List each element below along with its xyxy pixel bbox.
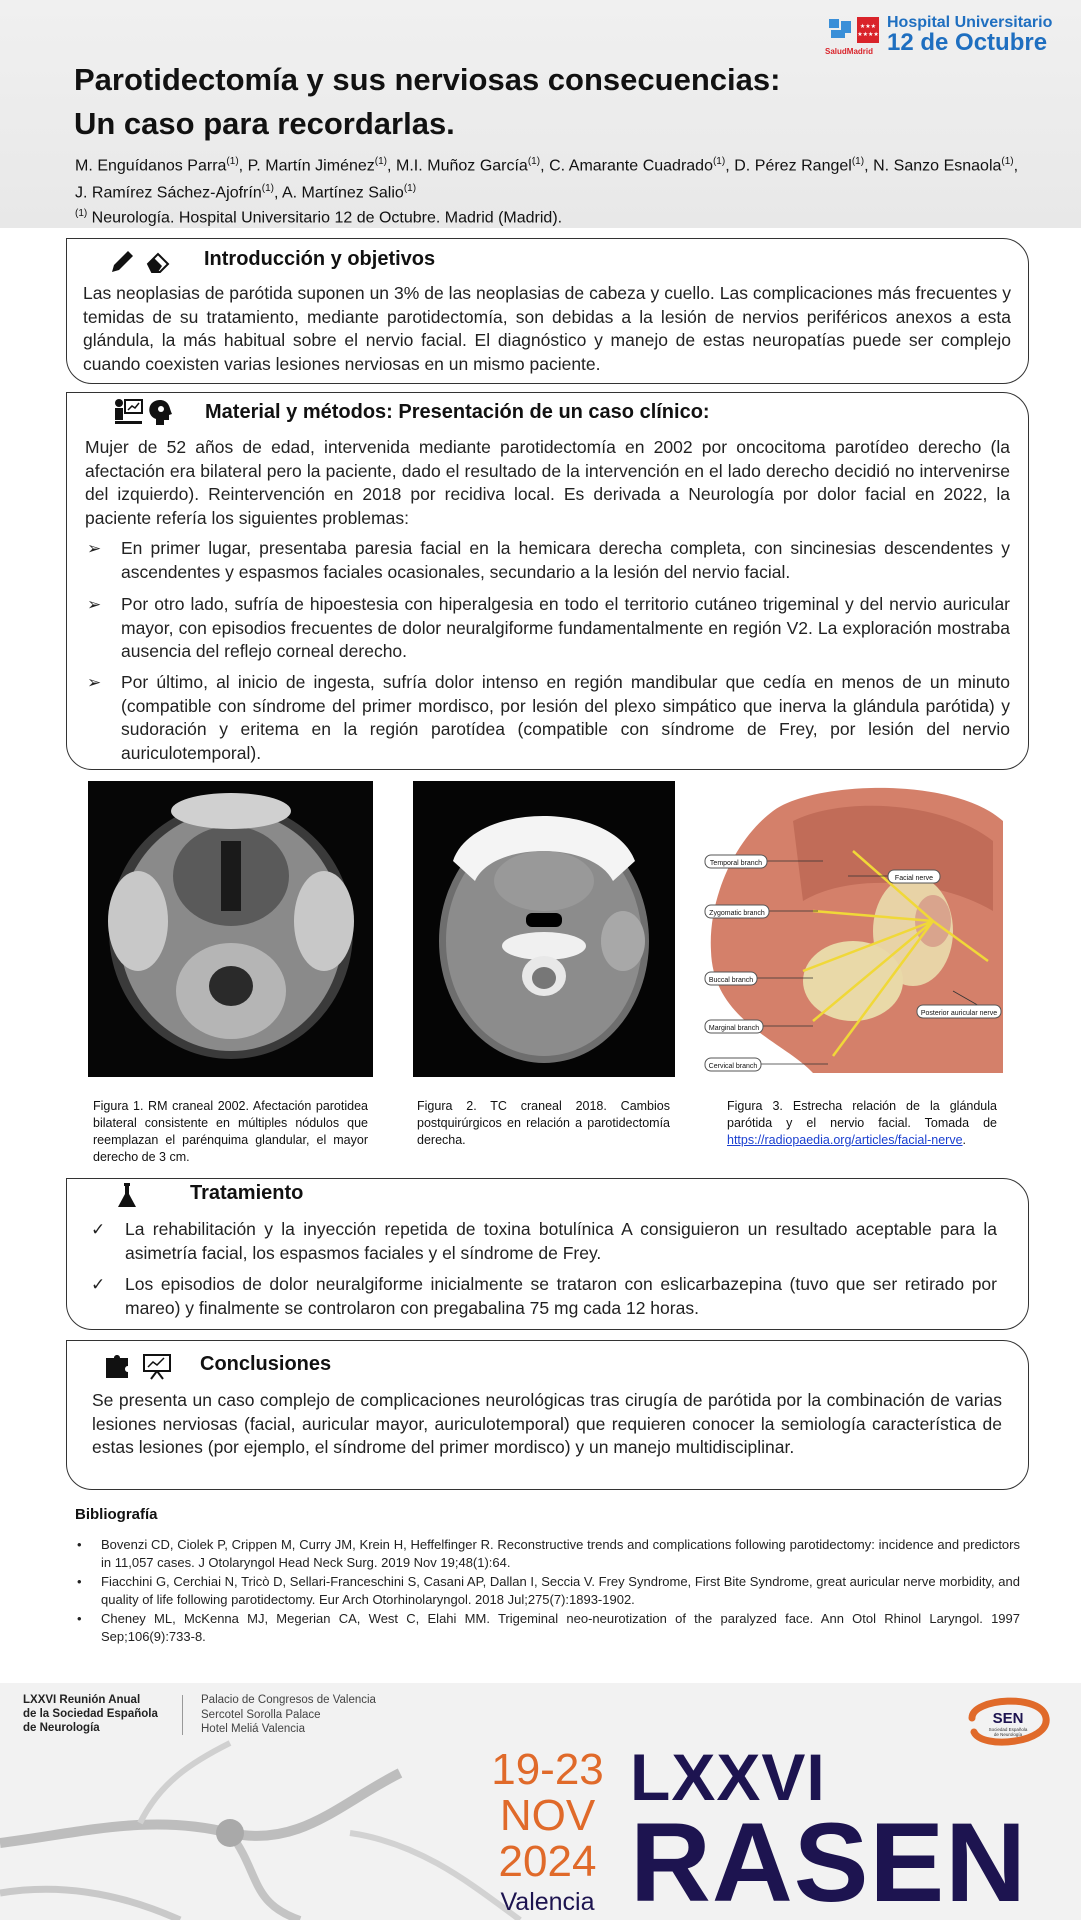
treatment-item: ✓ Los episodios de dolor neuralgiforme inicialmente se trataron con eslicarbazepina (tuvo que ser retirado por mareo) y finalmente se controlaron con pregabalina 75 mg cada 12 horas. [91, 1274, 997, 1318]
congress-acronym: RASEN [630, 1800, 1028, 1920]
title-line1: Parotidectomía y sus nerviosas consecuencias: [74, 62, 781, 97]
checkmark-icon: ✓ [91, 1275, 106, 1294]
poster-title [74, 58, 834, 146]
presentation-head-icon [112, 397, 182, 434]
author: N. Sanzo Esnaola [873, 157, 1002, 175]
logo-line1: Hospital Universitario [887, 14, 1053, 31]
checkmark-icon: ✓ [91, 1220, 106, 1239]
congress-footer [0, 1683, 1081, 1920]
bibliography-heading: Bibliografía [75, 1506, 158, 1523]
svg-text:SEN: SEN [992, 1710, 1024, 1727]
label-marginal-branch: Marginal branch [708, 1025, 760, 1032]
author: M.I. Muñoz García [396, 157, 528, 175]
label-cervical-branch: Cervical branch [708, 1063, 758, 1070]
saludmadrid-logo-icon [827, 15, 881, 55]
treatment-item: ✓ La rehabilitación y la inyección repetida de toxina botulínica A consiguieron un resultado aceptable para la asimetría facial, los espasmos faciales y el síndrome de Frey. [91, 1219, 997, 1263]
label-temporal-branch: Temporal branch [709, 860, 763, 867]
pencil-eraser-icon [108, 246, 172, 281]
authors-list: M. Enguídanos Parra$^{(1)}$, P. Martín Jiménez$^{(1)}$, M.I. Muñoz García$^{(1)}$, C. Amarante Cuadrado$^{(1)}$, D. Pérez Rangel$^{(1)}$, N. Sanzo Esnaola$^{(1)}$, J. Ramírez Sáchez-Ajofrín$^{(1)}$, A. Martínez Salio$^{(1)}$ [75, 156, 1019, 202]
congress-name: LXXVI Reunión Anual de la Sociedad Española de Neurología [23, 1694, 158, 1734]
affiliation: $^{(1)}$ Neurología. Hospital Universitario 12 de Octubre. Madrid (Madrid). [75, 208, 563, 227]
label-buccal-branch: Buccal branch [708, 977, 754, 984]
label-posterior-auricular: Posterior auricular nerve [920, 1010, 998, 1017]
label-facial-nerve: Facial nerve [894, 875, 934, 882]
congress-dates: 19-23 NOV 2024 [491, 1745, 604, 1886]
bibliography-list [75, 1536, 1020, 1647]
congress-edition: LXXVI [630, 1740, 826, 1814]
bibliography-item: • Fiacchini G, Cerchiai N, Tricò D, Sellari-Franceschini S, Casani AP, Dallan I, Seccia V. Frey Syndrome, First Bite Syndrome, great auricular nerve morbidity, and quality of life following parotidectomy. Eur Arch Otorhinolaryngol. 2018 Jul;275(7):1893-1902. [75, 1573, 1020, 1609]
conclusions-heading: Conclusiones [200, 1353, 332, 1375]
label-zygomatic-branch: Zygomatic branch [709, 910, 765, 917]
intro-heading: Introducción y objetivos [204, 248, 436, 270]
methods-bullet: ➢ Por otro lado, sufría de hipoestesia con hiperalgesia en todo el territorio cutáneo trigeminal y del nervio auricular mayor, con episodios frecuentes de dolor neuralgiforme fundamentalmente en región V2. La exploración mostraba ausencia del reflejo corneal derecho. [87, 594, 1010, 661]
author: D. Pérez Rangel [734, 157, 852, 175]
arrow-bullet-icon: ➢ [87, 673, 102, 692]
divider [182, 1695, 183, 1735]
congress-city: Valencia [500, 1888, 595, 1916]
figure-2-ct [413, 781, 675, 1077]
arrow-bullet-icon: ➢ [87, 595, 102, 614]
sen-logo [962, 1688, 1054, 1752]
flask-icon [116, 1182, 138, 1215]
figure-1-caption: Figura 1. RM craneal 2002. Afectación parotidea bilateral consistente en múltiples nódulos que reemplazan el parénquima glandular, el mayor derecho de 3 cm. [93, 1099, 368, 1164]
figure-3-facial-nerve-illustration [703, 781, 1003, 1073]
methods-text: Mujer de 52 años de edad, intervenida mediante parotidectomía en 2002 por oncocitoma parotídeo derecho (la afectación era bilateral pero la paciente, dado el resultado de la intervención en el lado derecho decidió no intervenirse del izquierdo). Reintervención en 2018 por recidiva local. Es derivada a Neurología por dolor facial en 2022, la paciente refería los siguientes problemas: [85, 437, 1010, 528]
svg-text:★★★: ★★★ [859, 24, 877, 30]
logo-line2: 12 de Octubre [887, 29, 1048, 56]
figure-2-caption: Figura 2. TC craneal 2018. Cambios postquirúrgicos en relación a parotidectomía derecha. [417, 1099, 670, 1147]
author: J. Ramírez Sáchez-Ajofrín [75, 184, 262, 202]
arrow-bullet-icon: ➢ [87, 539, 102, 558]
author: A. Martínez Salio [281, 184, 404, 202]
treatment-heading: Tratamiento [190, 1182, 304, 1204]
bibliography-item: • Cheney ML, McKenna MJ, Megerian CA, West C, Elahi MM. Trigeminal neo-neurotization of the paralyzed face. Ann Otol Rhinol Laryngol. 1997 Sep;106(9):733-8. [75, 1610, 1020, 1646]
author: C. Amarante Cuadrado [549, 157, 713, 175]
logo-subtext: SaludMadrid [825, 47, 874, 56]
author: P. Martín Jiménez [247, 157, 375, 175]
intro-text: Las neoplasias de parótida suponen un 3% de las neoplasias de cabeza y cuello. Las complicaciones más frecuentes y temidas de su tratamiento, mediante parotidectomía, son debidas a la lesión de nervios periféricos anexos a esta glándula, la más habitual sobre el nervio facial. El diagnóstico y manejo de estas neuropatías puede ser complejo cuando coexisten varias lesiones nerviosas en un mismo paciente. [83, 283, 1011, 374]
svg-text:de Neurología: de Neurología [993, 1732, 1023, 1737]
svg-text:★★★★: ★★★★ [857, 32, 879, 38]
bibliography-item: • Bovenzi CD, Ciolek P, Crippen M, Curry JM, Krein H, Heffelfinger R. Reconstructive trends and complications following parotidectomy: incidence and predictors in 11,057 cases. J Otolaryngol Head Neck Surg. 2019 Nov 19;48(1):64. [75, 1536, 1020, 1572]
methods-bullet: ➢ En primer lugar, presentaba paresia facial en la hemicara derecha completa, con sincinesias descendentes y ascendentes y espasmos faciales ocasionales, secundario a la lesión del nervio facial. [87, 538, 1010, 582]
methods-bullet: ➢ Por último, al inicio de ingesta, sufría dolor intenso en región mandibular que cedía en menos de un minuto (compatible con síndrome del primer mordisco, por lesión del plexo simpático que inerva la glándula parótida) y sudoración y eritema en la región parotídea (compatible con síndrome de Frey, por lesión del nervio auriculotemporal). [87, 672, 1010, 763]
svg-text:Sociedad Española: Sociedad Española [988, 1727, 1028, 1732]
author: M. Enguídanos Parra [75, 157, 227, 175]
congress-venues: Palacio de Congresos de Valencia Sercotel Sorolla Palace Hotel Meliá Valencia [201, 1694, 376, 1735]
figure-3-caption: Figura 3. Estrecha relación de la glándula parótida y el nervio facial. Tomada de https://radiopaedia.org/articles/facial-nerve. [727, 1099, 997, 1147]
radiopaedia-link[interactable]: https://radiopaedia.org/articles/facial-nerve [727, 1133, 963, 1147]
puzzle-presentation-icon [104, 1352, 174, 1385]
hospital-logo [827, 12, 1067, 58]
methods-heading: Material y métodos: Presentación de un caso clínico: [205, 401, 710, 423]
conclusions-text: Se presenta un caso complejo de complicaciones neurológicas tras cirugía de parótida por la combinación de varias lesiones nerviosas (facial, auricular mayor, auriculotemporal) que requieren conocer la semiología característica de estas lesiones (por ejemplo, el síndrome del primer mordisco) y un manejo multidisciplinar. [92, 1390, 1002, 1457]
figure-1-mri [88, 781, 373, 1077]
title-line2: Un caso para recordarlas. [74, 106, 455, 141]
